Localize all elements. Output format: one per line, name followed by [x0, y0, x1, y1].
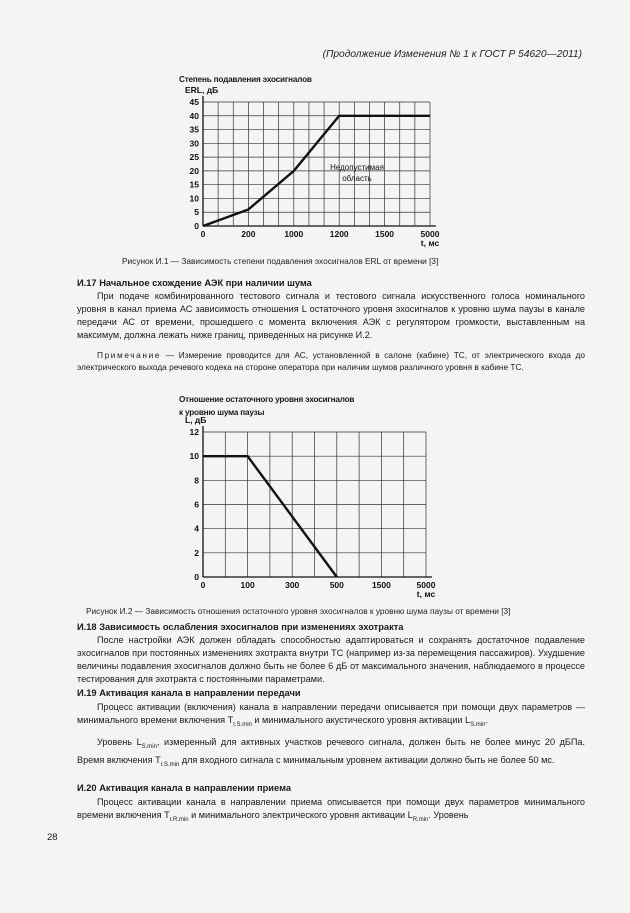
- section-17-title: И.17 Начальное схождение АЭК при наличии шума: [77, 278, 312, 288]
- figure2-chart: [150, 412, 450, 600]
- s19-p1-part: .: [485, 715, 488, 726]
- y-tick-label: 5: [194, 207, 199, 218]
- s19-p1-part: и минимального акустического уровня активации L: [251, 715, 471, 726]
- y-tick-label: 10: [189, 451, 199, 462]
- s20-p1-part: Процесс активации канала в направлении приема описывается при помощи двух параметров минимального времени включения T: [77, 797, 585, 821]
- note-label: Примечание: [97, 350, 162, 360]
- section-17-paragraph: При подаче комбинированного тестового сигнала и тестового сигнала искусственного голоса номинального уровня в канал приема АС зависимость отношения L остаточного уровня эхосигналов к уровню шума паузы в канале передачи АС от времени, прошедшего с момента включения АЭК с регулятором громкости, выставленным на максимум, должна лежать ниже границ, приведенных на рисунке И.2.: [77, 291, 585, 341]
- y-tick-label: 10: [189, 193, 199, 204]
- section-20-title: И.20 Активация канала в направлении приема: [77, 783, 292, 793]
- section-18-paragraph: После настройки АЭК должен обладать способностью адаптироваться и сохранять достаточное подавление эхосигналов при постоянных изменениях эхотракта внутри ТС (например из-за перемещения пассажиров). Ухудшение величины подавления эхосигналов должно быть не более 6 дБ от максимального значения, наблюдаемого в процессе тестирования для эхотракта с постоянными параметрами.: [77, 635, 585, 685]
- figure2-caption: Рисунок И.2 — Зависимость отношения остаточного уровня эхосигналов к уровню шума паузы от времени [3]: [86, 606, 511, 616]
- page-number: 28: [47, 832, 58, 843]
- section-20-text: [77, 796, 585, 827]
- s19-p1-sub: S.min: [470, 721, 486, 728]
- x-tick-label: 300: [285, 580, 300, 590]
- y-tick-label: 12: [189, 427, 199, 437]
- s20-p1-sub: R.min: [412, 816, 429, 823]
- x-tick-label: 5000: [416, 580, 436, 590]
- figure1-chart: [150, 82, 450, 252]
- x-tick-label: 1200: [329, 229, 349, 239]
- figure1-title: Степень подавления эхосигналов: [179, 75, 312, 84]
- y-tick-label: 15: [189, 179, 199, 190]
- x-tick-label: 200: [241, 229, 256, 239]
- x-tick-label: 1500: [371, 580, 391, 590]
- x-axis-label: t, мс: [416, 589, 436, 599]
- s19-p2-part: для входного сигнала с минимальным уровнем активации должно быть не более 50 мс.: [179, 754, 555, 765]
- figure2-title-line1: Отношение остаточного уровня эхосигналов: [179, 395, 355, 404]
- figure2-title-line2: к уровню шума паузы: [179, 408, 265, 417]
- chart-annotation: область: [342, 174, 372, 183]
- page-header: (Продолжение Изменения № 1 к ГОСТ Р 54620—2011): [322, 49, 582, 60]
- s19-p2-sub: r.S.min: [160, 761, 180, 768]
- s19-p1-part: Процесс активации (включения) канала в направлении передачи описывается при помощи двух параметров — минимального времени включения T: [77, 702, 585, 726]
- x-tick-label: 0: [200, 580, 206, 590]
- section-19-text: [77, 701, 585, 772]
- x-tick-label: 1500: [375, 229, 395, 239]
- y-axis-label: L, дБ: [185, 415, 207, 425]
- y-tick-label: 30: [189, 138, 199, 149]
- section-19-title: И.19 Активация канала в направлении передачи: [77, 688, 301, 698]
- s20-p1-part: и минимального электрического уровня активации L: [188, 810, 413, 821]
- y-tick-label: 45: [189, 97, 199, 107]
- y-tick-label: 4: [194, 523, 199, 534]
- s20-p1-part: . Уровень: [428, 810, 469, 821]
- y-tick-label: 0: [194, 572, 199, 582]
- s19-p2-sub: S.min: [141, 743, 157, 750]
- y-tick-label: 6: [194, 499, 199, 510]
- y-tick-label: 8: [194, 475, 199, 486]
- y-tick-label: 2: [194, 547, 199, 558]
- figure1-caption: Рисунок И.1 — Зависимость степени подавления эхосигналов ERL от времени [3]: [122, 256, 439, 266]
- s20-p1-sub: r.R.min: [169, 816, 189, 823]
- section-17-note: [77, 350, 585, 373]
- y-tick-label: 35: [189, 124, 199, 135]
- x-tick-label: 100: [240, 580, 255, 590]
- s19-p1-sub: r.S.min: [233, 721, 252, 728]
- y-axis-label: ERL, дБ: [185, 85, 219, 95]
- section-18-title: И.18 Зависимость ослабления эхосигналов при изменениях эхотракта: [77, 622, 404, 632]
- chart-annotation: Недопустимая: [330, 163, 384, 172]
- x-axis-label: t, мс: [420, 238, 440, 248]
- section-17-text: [77, 290, 585, 342]
- y-tick-label: 25: [189, 152, 199, 163]
- note-text: — Измерение проводится для АС, установленной в салоне (кабине) ТС, от электрического входа до электрического выхода речевого кодека на стороне оператора при наличии шумов различного уровня в кабине ТС.: [77, 350, 585, 372]
- section-18-text: [77, 634, 585, 686]
- x-tick-label: 500: [329, 580, 344, 590]
- y-tick-label: 40: [189, 110, 199, 121]
- x-tick-label: 0: [200, 229, 206, 239]
- s19-p2-part: , измеренный для активных участков речевого сигнала, должен быть не более минус 20 дБПа. Время включения T: [77, 737, 585, 765]
- s19-p2-part: Уровень L: [97, 737, 142, 747]
- y-tick-label: 0: [194, 221, 199, 231]
- y-tick-label: 20: [189, 165, 199, 176]
- x-tick-label: 5000: [420, 229, 440, 239]
- x-tick-label: 1000: [284, 229, 304, 239]
